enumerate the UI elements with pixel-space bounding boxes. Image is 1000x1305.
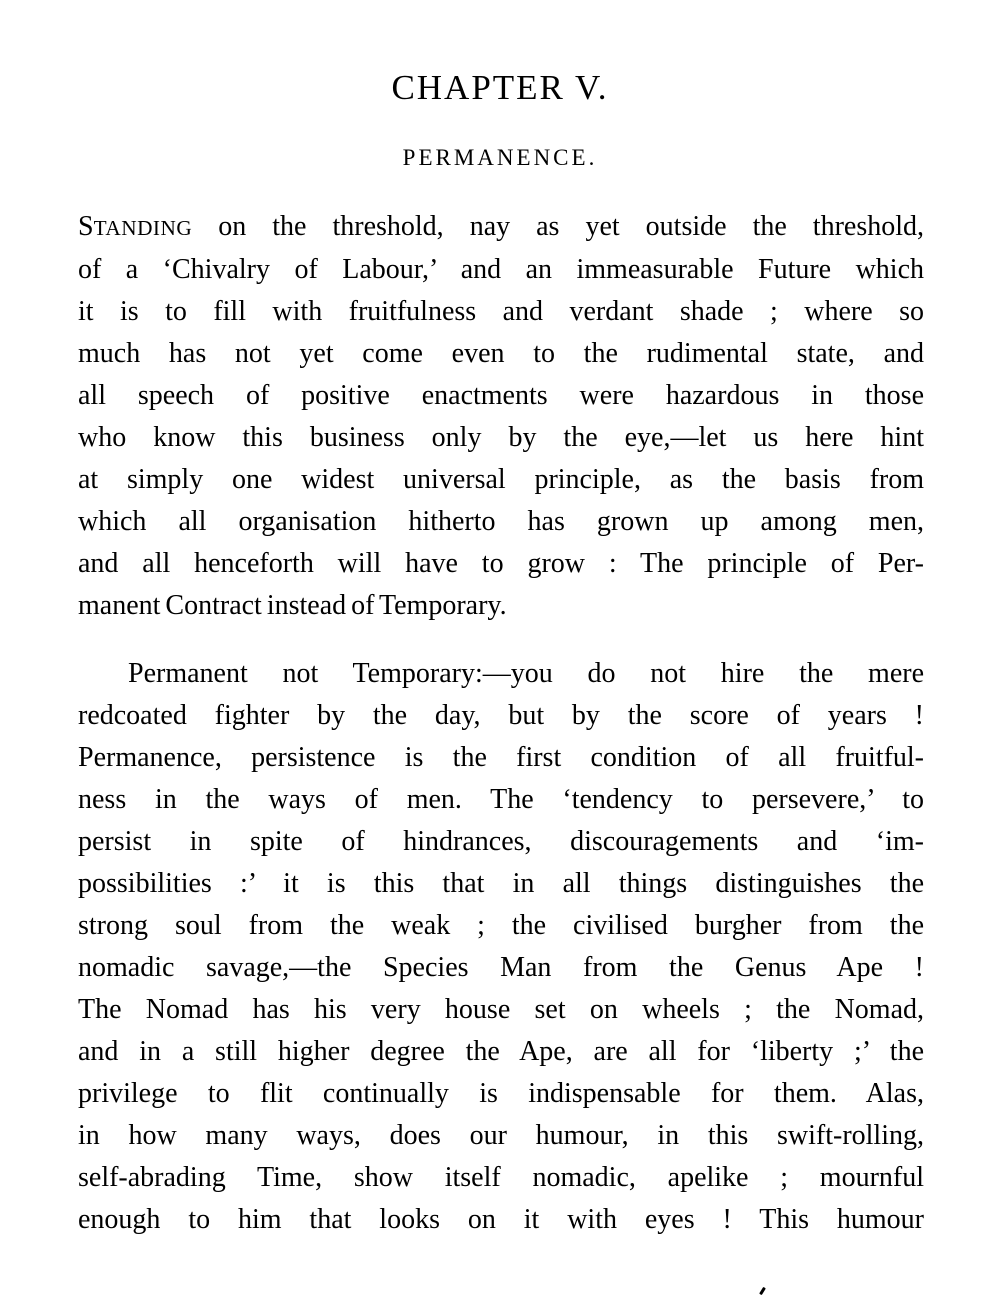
chapter-heading: CHAPTER V. xyxy=(391,68,609,107)
text-line: much has not yet come even to the rudimental state, and xyxy=(78,338,924,369)
text-line: STANDING on the threshold, nay as yet outside the threshold, xyxy=(78,211,924,242)
text-line: possibilities :’ it is this that in all things distinguishes the xyxy=(78,868,924,899)
text-line: Permanent not Temporary:—you do not hire the mere xyxy=(128,658,924,689)
text-line: in how many ways, does our humour, in this swift-rolling, xyxy=(78,1120,924,1151)
text-line: and in a still higher degree the Ape, are all for ‘liberty ;’ the xyxy=(78,1036,924,1067)
text-line: redcoated fighter by the day, but by the score of years ! xyxy=(78,700,924,731)
text-line: self-abrading Time, show itself nomadic, apelike ; mournful xyxy=(78,1162,924,1193)
paragraph xyxy=(78,653,924,1241)
text-line: strong soul from the weak ; the civilised burgher from the xyxy=(78,910,924,941)
text-line: manent Contract instead of Temporary. xyxy=(78,590,507,621)
text-line: who know this business only by the eye,—let us here hint xyxy=(78,422,924,453)
text-line: it is to fill with fruitfulness and verdant shade ; where so xyxy=(78,296,924,327)
text-line: which all organisation hitherto has grown up among men, xyxy=(78,506,924,537)
text-line: and all henceforth will have to grow : The principle of Per- xyxy=(78,548,924,579)
text-line: at simply one widest universal principle, as the basis from xyxy=(78,464,924,495)
text-block xyxy=(78,206,924,1241)
small-caps-word: TANDING xyxy=(93,216,193,240)
text-line: of a ‘Chivalry of Labour,’ and an immeasurable Future which xyxy=(78,254,924,285)
paragraph xyxy=(78,206,924,627)
text-line: The Nomad has his very house set on wheels ; the Nomad, xyxy=(78,994,924,1025)
text-line: privilege to flit continually is indispensable for them. Alas, xyxy=(78,1078,924,1109)
section-heading: PERMANENCE. xyxy=(402,145,598,170)
text-line: persist in spite of hindrances, discouragements and ‘im- xyxy=(78,826,924,857)
text-line: nomadic savage,—the Species Man from the Genus Ape ! xyxy=(78,952,924,983)
text-line: all speech of positive enactments were hazardous in those xyxy=(78,380,924,411)
text-line: enough to him that looks on it with eyes ! This humour xyxy=(78,1204,924,1235)
ink-speck-artifact xyxy=(759,1287,766,1295)
text-line: ness in the ways of men. The ‘tendency to persevere,’ to xyxy=(78,784,924,815)
lead-capital: S xyxy=(78,211,94,242)
text-line: Permanence, persistence is the first condition of all fruitful- xyxy=(78,742,924,773)
